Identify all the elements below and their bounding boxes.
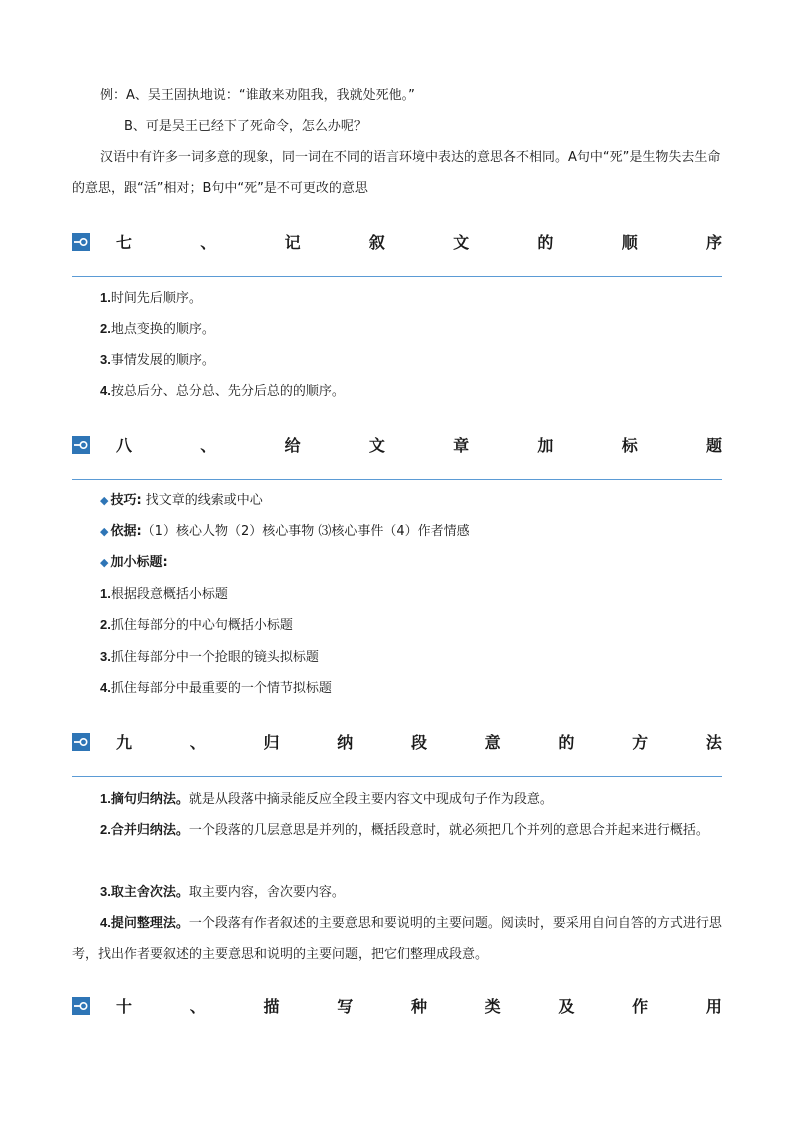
list-item bbox=[100, 319, 215, 340]
section-title-8 bbox=[116, 435, 722, 457]
title-char: 七 bbox=[116, 233, 133, 252]
item-number: 1. bbox=[100, 290, 111, 305]
title-char: 给 bbox=[284, 436, 301, 455]
item-number: 4. bbox=[100, 680, 111, 695]
title-char: 的 bbox=[537, 233, 554, 252]
example-line-a: 例：A、吴王固执地说：“谁敢来劝阻我，我就处死他。” bbox=[100, 88, 415, 103]
list-item bbox=[100, 615, 293, 636]
item-number: 1. bbox=[100, 586, 111, 601]
bullet-item bbox=[100, 522, 470, 542]
list-item bbox=[100, 678, 332, 699]
title-char: 方 bbox=[632, 733, 649, 752]
item-text: 抓住每部分的中心句概括小标题 bbox=[110, 618, 293, 633]
section-heading-9 bbox=[72, 732, 722, 756]
method-item bbox=[72, 814, 722, 846]
title-char: 题 bbox=[705, 436, 722, 455]
bullet-item bbox=[100, 553, 168, 573]
title-char: 、 bbox=[189, 733, 206, 752]
item-text: 事情发展的顺序。 bbox=[110, 353, 215, 368]
list-item bbox=[100, 381, 345, 402]
title-char: 法 bbox=[705, 733, 722, 752]
heading-link-icon bbox=[72, 733, 90, 751]
list-item bbox=[100, 647, 319, 668]
method-label: 合并归纳法。 bbox=[110, 823, 189, 838]
method-label: 取主舍次法。 bbox=[110, 885, 189, 900]
title-char: 及 bbox=[558, 997, 575, 1016]
list-item bbox=[100, 584, 228, 605]
title-char: 、 bbox=[189, 997, 206, 1016]
title-char: 意 bbox=[484, 733, 501, 752]
method-item bbox=[72, 876, 722, 908]
title-char: 文 bbox=[453, 233, 470, 252]
method-text: 一个段落的几层意思是并列的，概括段意时，就必须把几个并列的意思合并起来进行概括。 bbox=[188, 823, 709, 838]
list-item bbox=[100, 350, 215, 371]
title-char: 段 bbox=[410, 733, 427, 752]
title-char: 十 bbox=[116, 997, 133, 1016]
title-char: 章 bbox=[453, 436, 470, 455]
item-number: 2. bbox=[100, 822, 111, 837]
section-title-7 bbox=[116, 232, 722, 254]
section-heading-10 bbox=[72, 996, 722, 1020]
item-number: 4. bbox=[100, 383, 111, 398]
section-heading-7 bbox=[72, 232, 722, 256]
example-line-b: B、可是吴王已经下了死命令，怎么办呢？ bbox=[124, 119, 367, 134]
title-char: 类 bbox=[484, 997, 501, 1016]
title-char: 叙 bbox=[368, 233, 385, 252]
heading-link-icon bbox=[72, 436, 90, 454]
title-char: 标 bbox=[621, 436, 638, 455]
method-text: 一个段落有作者叙述的主要意思和要说明的主要问题。阅读时，要采用自问自答的方式进行思考，找出作者要叙述的主要意思和说明的主要问题，把它们整理成段意。 bbox=[72, 916, 722, 962]
item-number: 3. bbox=[100, 884, 111, 899]
heading-link-icon bbox=[72, 233, 90, 251]
bullet-text: （1）核心人物（2）核心事物 ⑶核心事件（4）作者情感 bbox=[141, 524, 470, 539]
title-char: 的 bbox=[558, 733, 575, 752]
section-divider bbox=[72, 776, 722, 777]
item-number: 4. bbox=[100, 915, 111, 930]
title-char: 九 bbox=[116, 733, 133, 752]
bullet-label: 技巧: bbox=[110, 493, 142, 508]
bullet-label: 依据: bbox=[110, 524, 142, 539]
section-heading-8 bbox=[72, 435, 722, 459]
diamond-icon: ◆ bbox=[100, 494, 109, 507]
method-item bbox=[72, 907, 722, 970]
section-title-9 bbox=[116, 732, 722, 754]
bullet-text: 找文章的线索或中心 bbox=[141, 493, 263, 508]
item-number: 1. bbox=[100, 791, 111, 806]
section-divider bbox=[72, 479, 722, 480]
title-char: 归 bbox=[263, 733, 280, 752]
title-char: 、 bbox=[200, 436, 217, 455]
title-char: 写 bbox=[337, 997, 354, 1016]
title-char: 种 bbox=[410, 997, 427, 1016]
method-item bbox=[72, 783, 722, 815]
bullet-item bbox=[100, 491, 263, 511]
example-explanation: 汉语中有许多一词多意的现象，同一词在不同的语言环境中表达的意思各不相同。A句中“死”是生物失去生命的意思，跟“活”相对；B句中“死”是不可更改的意思 bbox=[72, 150, 721, 196]
item-text: 时间先后顺序。 bbox=[110, 291, 202, 306]
section-divider bbox=[72, 276, 722, 277]
title-char: 顺 bbox=[621, 233, 638, 252]
item-number: 3. bbox=[100, 649, 111, 664]
title-char: 用 bbox=[705, 997, 722, 1016]
item-text: 抓住每部分中一个抢眼的镜头拟标题 bbox=[110, 650, 319, 665]
method-label: 摘句归纳法。 bbox=[110, 792, 189, 807]
method-text: 就是从段落中摘录能反应全段主要内容文中现成句子作为段意。 bbox=[188, 792, 553, 807]
method-text: 取主要内容，舍次要内容。 bbox=[188, 885, 345, 900]
method-label: 提问整理法。 bbox=[110, 916, 189, 931]
item-number: 2. bbox=[100, 321, 111, 336]
title-char: 文 bbox=[368, 436, 385, 455]
title-char: 纳 bbox=[337, 733, 354, 752]
title-char: 记 bbox=[284, 233, 301, 252]
bullet-label: 加小标题: bbox=[110, 555, 168, 570]
title-char: 加 bbox=[537, 436, 554, 455]
item-number: 2. bbox=[100, 617, 111, 632]
item-text: 按总后分、总分总、先分后总的的顺序。 bbox=[110, 384, 345, 399]
title-char: 八 bbox=[116, 436, 133, 455]
item-number: 3. bbox=[100, 352, 111, 367]
title-char: 、 bbox=[200, 233, 217, 252]
item-text: 地点变换的顺序。 bbox=[110, 322, 215, 337]
diamond-icon: ◆ bbox=[100, 556, 109, 569]
list-item bbox=[100, 288, 202, 309]
heading-link-icon bbox=[72, 997, 90, 1015]
section-title-10 bbox=[116, 996, 722, 1018]
item-text: 抓住每部分中最重要的一个情节拟标题 bbox=[110, 681, 332, 696]
title-char: 描 bbox=[263, 997, 280, 1016]
title-char: 作 bbox=[632, 997, 649, 1016]
item-text: 根据段意概括小标题 bbox=[110, 587, 228, 602]
title-char: 序 bbox=[705, 233, 722, 252]
diamond-icon: ◆ bbox=[100, 525, 109, 538]
